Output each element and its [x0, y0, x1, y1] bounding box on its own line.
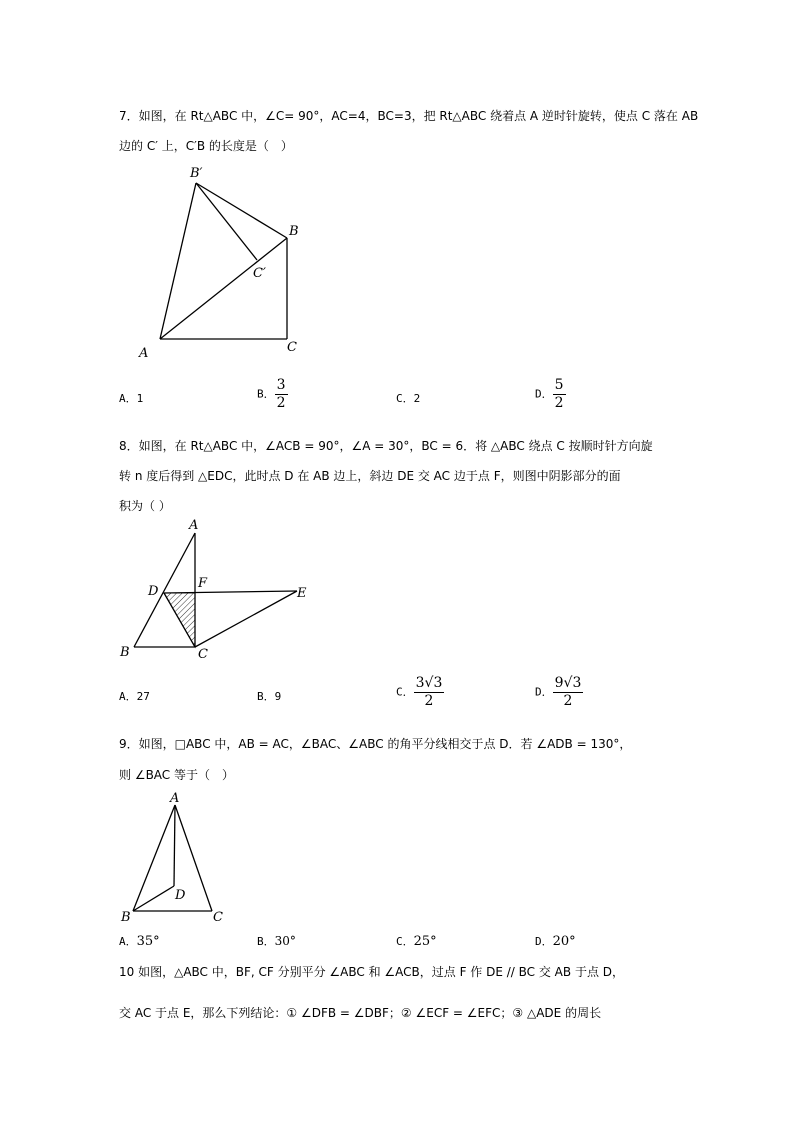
q9-option-a[interactable]: A．35° — [119, 934, 160, 949]
q9-option-d[interactable]: D．20° — [535, 934, 576, 949]
q8-label-e: E — [297, 586, 307, 601]
q7-label-bprime: B′ — [190, 166, 203, 181]
q8-stem-line3: 积为（ ） — [119, 499, 171, 513]
q9-option-c[interactable]: C．25° — [396, 934, 437, 949]
q7-stem-line2: 边的 C′ 上，C′B 的长度是（ ） — [119, 139, 293, 153]
q9-stem-line1: 9．如图，□ABC 中，AB = AC，∠BAC、∠ABC 的角平分线相交于点 D．若 ∠ADB = 130°， — [119, 737, 632, 751]
q9-seg-bd — [133, 886, 174, 911]
q7-option-a[interactable]: A．1 — [119, 392, 144, 405]
q7-label-cprime: C′ — [253, 266, 266, 281]
q9-label-b: B — [121, 910, 131, 925]
q8-label-d: D — [148, 584, 159, 599]
q9-stem-line2: 则 ∠BAC 等于（ ） — [119, 768, 234, 782]
q10-stem-line2: 交 AC 于点 E，那么下列结论：① ∠DFB = ∠DBF；② ∠ECF = ∠EFC；③ △ADE 的周长 — [119, 1006, 602, 1020]
q9-seg-ab — [133, 805, 175, 911]
q10-stem-line1: 10 如图，△ABC 中，BF, CF 分别平分 ∠ABC 和 ∠ACB，过点 F 作 DE // BC 交 AB 于点 D， — [119, 965, 624, 979]
q9-label-a: A — [170, 791, 180, 806]
q7-option-d[interactable]: D． $\frac{5}{2}$ — [535, 377, 564, 411]
q9-label-d: D — [175, 888, 186, 903]
q8-label-a: A — [189, 518, 199, 533]
q7-label-b: B — [289, 224, 299, 239]
q7-option-b[interactable]: B． $\frac{3}{2}$ — [257, 377, 286, 411]
q8-option-b[interactable]: B．9 — [257, 690, 282, 703]
q9-option-b[interactable]: B．30° — [257, 934, 296, 948]
q8-stem-line2: 转 n 度后得到 △EDC，此时点 D 在 AB 边上，斜边 DE 交 AC 边于点 F，则图中阴影部分的面 — [119, 469, 621, 483]
q8-label-b: B — [120, 645, 130, 660]
q8-label-f: F — [198, 576, 208, 591]
q8-option-c[interactable]: C． $\frac{3√3}{2}$ — [396, 675, 443, 709]
q9-label-c: C — [213, 910, 223, 925]
q9-seg-ad — [174, 805, 175, 886]
q7-label-c: C — [287, 340, 297, 355]
q7-label-a: A — [139, 346, 149, 361]
q8-option-d[interactable]: D． $\frac{9√3}{2}$ — [535, 675, 582, 709]
q7-stem-line1: 7．如图，在 Rt△ABC 中，∠C= 90°，AC=4，BC=3，把 Rt△ABC 绕着点 A 逆时针旋转，使点 C 落在 AB — [119, 109, 699, 123]
q7-option-c[interactable]: C．2 — [396, 392, 421, 405]
q8-stem-line1: 8．如图，在 Rt△ABC 中，∠ACB = 90°，∠A = 30°，BC = 6．将 △ABC 绕点 C 按顺时针方向旋 — [119, 439, 653, 453]
q8-label-c: C — [198, 647, 208, 662]
q8-option-a[interactable]: A．27 — [119, 690, 150, 703]
